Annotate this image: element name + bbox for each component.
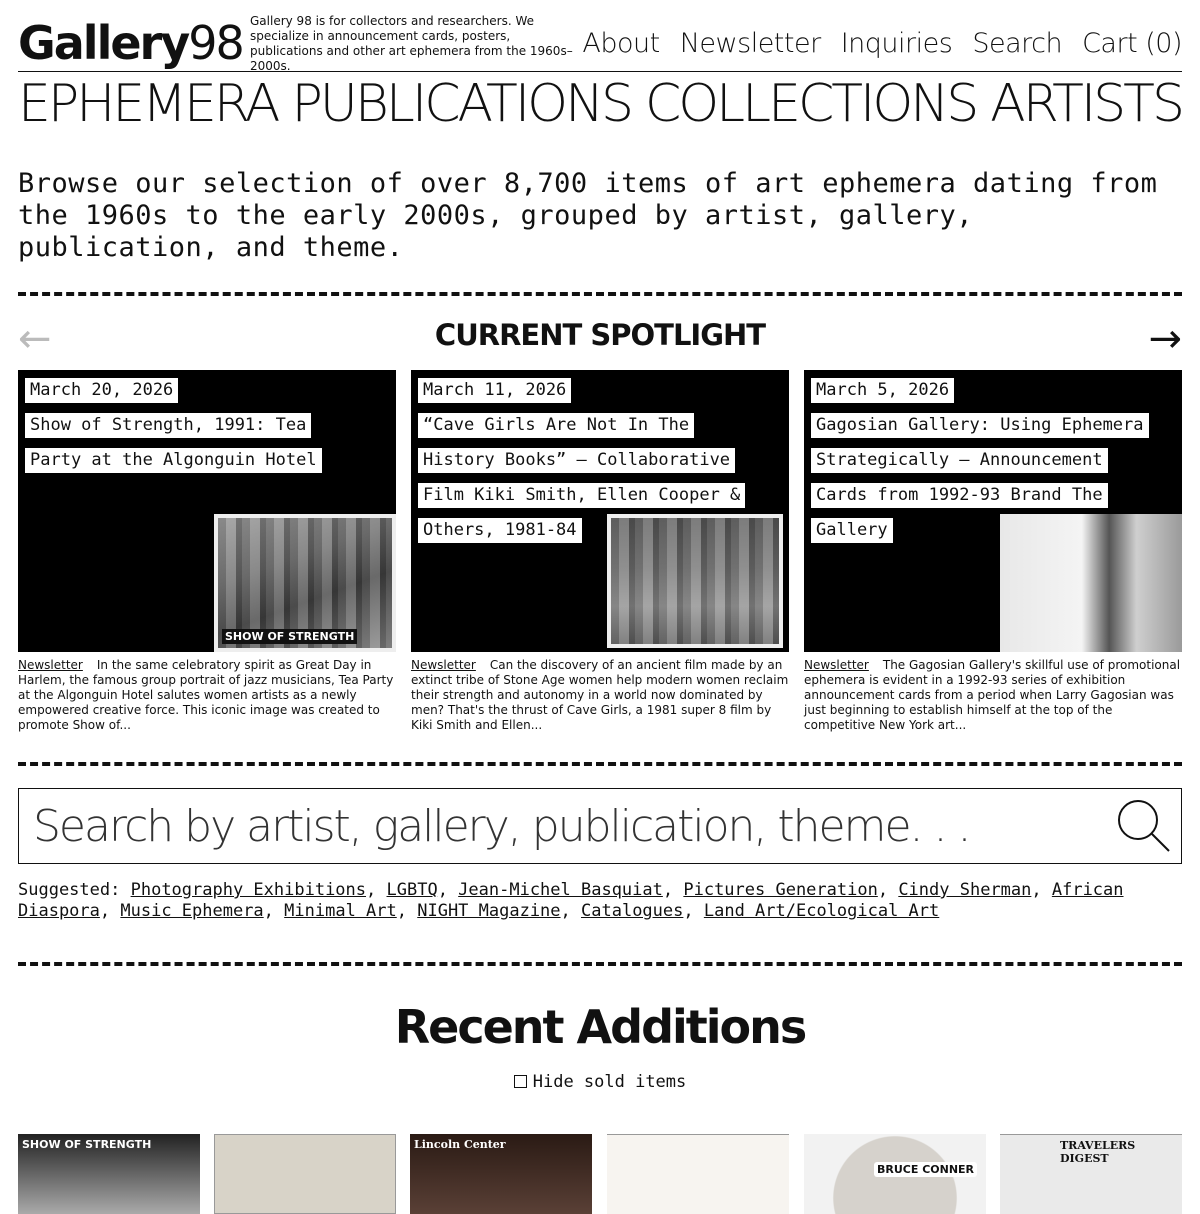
spotlight-card[interactable] [18, 370, 396, 732]
card-excerpt [804, 658, 1182, 732]
category-nav [18, 74, 1182, 134]
hide-sold-label: Hide sold items [532, 1072, 687, 1092]
thumbnail-label: SHOW OF STRENGTH [22, 1138, 152, 1151]
photo-texture [611, 518, 779, 644]
intro-text: Browse our selection of over 8,700 items of art ephemera dating from the 1960s to the early 2000s, grouped by artist, gallery, publication, and theme. [18, 168, 1158, 263]
suggested-link[interactable]: African Diaspora [18, 880, 1124, 921]
thumbnail-label: Lincoln Center [414, 1138, 506, 1151]
category-artists[interactable]: ARTISTS [990, 74, 1182, 134]
suggested-link[interactable]: Jean-Michel Basquiat [458, 880, 663, 900]
spotlight-card[interactable] [411, 370, 789, 732]
nav-about[interactable]: About [582, 28, 660, 59]
divider [18, 292, 1182, 296]
card-image-area[interactable] [804, 370, 1182, 652]
suggested-searches: Suggested: Photography Exhibitions, LGBTQ, Jean-Michel Basquiat, Pictures Generation, Cindy Sherman, African Diaspora, Music Ephemera, Minimal Art, NIGHT Magazine, Catalogues, Land Art/Ecological Art [18, 880, 1124, 921]
newsletter-link[interactable]: Newsletter [804, 658, 869, 672]
recent-additions-title: Recent Additions [394, 1000, 806, 1054]
card-tags [25, 378, 385, 483]
card-excerpt-text: Can the discovery of an ancient film made by an extinct tribe of Stone Age women help modern women reclaim their strength and autonomy in a world now dominated by men? That's the thrust of Cave Girls, a 1981 super 8 film by Kiki Smith and Ellen... [411, 658, 789, 732]
card-title-line[interactable]: History Books” – Collaborative [418, 448, 735, 473]
nav-cart[interactable]: Cart (0) [1082, 28, 1182, 59]
spotlight-card[interactable] [804, 370, 1182, 732]
category-ephemera[interactable]: EPHEMERA [18, 74, 278, 134]
card-date: March 5, 2026 [811, 378, 954, 403]
newsletter-link[interactable]: Newsletter [411, 658, 476, 672]
thumbnail-label: TRAVELERS DIGEST [1060, 1139, 1136, 1165]
card-title-line[interactable]: Others, 1981-84 [418, 518, 582, 543]
card-excerpt-text: In the same celebratory spirit as Great Day in Harlem, the famous group portrait of jazz musicians, Tea Party at the Algonguin Hotel salutes women artists as a newly empowered creative force. This iconic image was created to promote Show of... [18, 658, 394, 732]
spotlight-title: CURRENT SPOTLIGHT [434, 318, 766, 352]
card-title-line[interactable]: “Cave Girls Are Not In The [418, 413, 694, 438]
card-title-line[interactable]: Gallery [811, 518, 893, 543]
search-input[interactable] [33, 797, 1113, 855]
newsletter-link[interactable]: Newsletter [18, 658, 83, 672]
nav-inquiries[interactable]: Inquiries [840, 28, 953, 59]
suggested-link[interactable]: Music Ephemera [120, 901, 264, 921]
thumbnail[interactable] [410, 1134, 592, 1214]
checkbox-icon[interactable] [514, 1075, 527, 1088]
divider [18, 762, 1182, 766]
logo-number: 98 [188, 16, 243, 70]
nav-search[interactable]: Search [972, 28, 1063, 59]
search-box [18, 788, 1182, 864]
card-image-area[interactable] [411, 370, 789, 652]
category-collections[interactable]: COLLECTIONS [644, 74, 977, 134]
card-title-line[interactable]: Film Kiki Smith, Ellen Cooper & [418, 483, 745, 508]
suggested-link[interactable]: Land Art/Ecological Art [703, 901, 940, 921]
thumbnail[interactable] [1000, 1134, 1182, 1214]
card-photo[interactable] [214, 514, 396, 652]
suggested-link[interactable]: Minimal Art [284, 901, 397, 921]
thumbnail-label: BRUCE CONNER [874, 1162, 977, 1177]
site-logo[interactable] [18, 16, 243, 70]
search-icon[interactable] [1115, 797, 1171, 853]
photo-caption: SHOW OF STRENGTH [222, 629, 357, 644]
logo-text: Gallery [18, 16, 189, 70]
category-publications[interactable]: PUBLICATIONS [291, 74, 631, 134]
site-header [18, 14, 1182, 72]
suggested-link[interactable]: LGBTQ [386, 880, 438, 900]
card-title-line[interactable]: Show of Strength, 1991: Tea [25, 413, 311, 438]
top-nav [582, 28, 1182, 59]
thumbnail[interactable] [18, 1134, 200, 1214]
divider [18, 962, 1182, 966]
suggested-link[interactable]: NIGHT Magazine [417, 901, 561, 921]
card-title-line[interactable]: Cards from 1992-93 Brand The [811, 483, 1108, 508]
card-date: March 11, 2026 [418, 378, 571, 403]
card-excerpt [411, 658, 789, 732]
suggested-link[interactable]: Pictures Generation [683, 880, 878, 900]
card-date: March 20, 2026 [25, 378, 178, 403]
suggested-label: Suggested: [18, 880, 121, 900]
card-excerpt [18, 658, 396, 732]
card-title-line[interactable]: Strategically – Announcement [811, 448, 1108, 473]
suggested-link[interactable]: Photography Exhibitions [130, 880, 367, 900]
site-tagline: Gallery 98 is for collectors and researchers. We specialize in announcement cards, posters, publications and other art ephemera from the 1960s–2000s. [250, 14, 573, 73]
photo-fill [1000, 514, 1182, 652]
suggested-link[interactable]: Catalogues [581, 901, 684, 921]
card-photo[interactable] [1000, 514, 1182, 652]
card-image-area[interactable] [18, 370, 396, 652]
card-title-line[interactable]: Party at the Algonguin Hotel [25, 448, 322, 473]
suggested-link[interactable]: Cindy Sherman [898, 880, 1032, 900]
thumbnail[interactable] [214, 1134, 396, 1214]
arrow-right-icon[interactable]: → [1148, 316, 1182, 362]
nav-newsletter[interactable]: Newsletter [679, 28, 821, 59]
card-excerpt-text: The Gagosian Gallery's skillful use of promotional ephemera is evident in a 1992-93 series of exhibition announcement cards from a period when Larry Gagosian was just beginning to establish himself at the top of the competitive New York art... [804, 658, 1181, 732]
thumbnail[interactable] [804, 1134, 986, 1214]
arrow-left-icon[interactable]: ← [18, 316, 52, 362]
recent-thumbnails [18, 1134, 1182, 1200]
hide-sold-toggle[interactable] [0, 1072, 1200, 1092]
card-title-line[interactable]: Gagosian Gallery: Using Ephemera [811, 413, 1149, 438]
thumbnail[interactable] [607, 1134, 789, 1214]
card-photo[interactable] [607, 514, 783, 648]
